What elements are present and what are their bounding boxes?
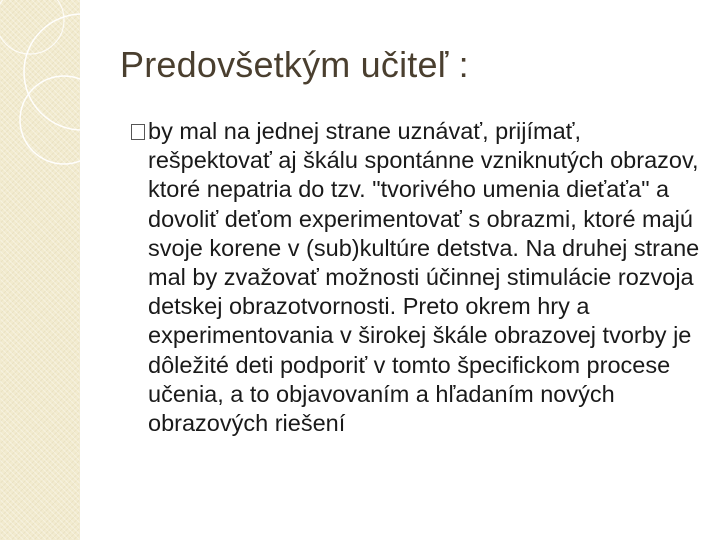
slide-content	[128, 117, 708, 438]
bullet-text: by mal na jednej strane uznávať, prijímať, rešpektovať aj škálu spontánne vzniknutých obrazov, ktoré nepatria do tzv. "tvorivého umenia dieťaťa" a dovoliť deťom experimentovať s obrazmi, ktoré majú svoje korene v (sub)kultúre detstva. Na druhej strane mal by zvažovať možnosti účinnej stimulácie rozvoja detskej obrazotvornosti. Preto okrem hry a experimentovania v širokej škále obrazovej tvorby je dôležité deti podporiť v tomto špecifickom procese učenia, a to objavovaním a hľadaním nových obrazových riešení	[148, 118, 700, 437]
bullet-item	[128, 117, 708, 438]
slide-title: Predovšetkým učiteľ :	[120, 44, 469, 85]
square-bullet-icon	[131, 124, 145, 140]
